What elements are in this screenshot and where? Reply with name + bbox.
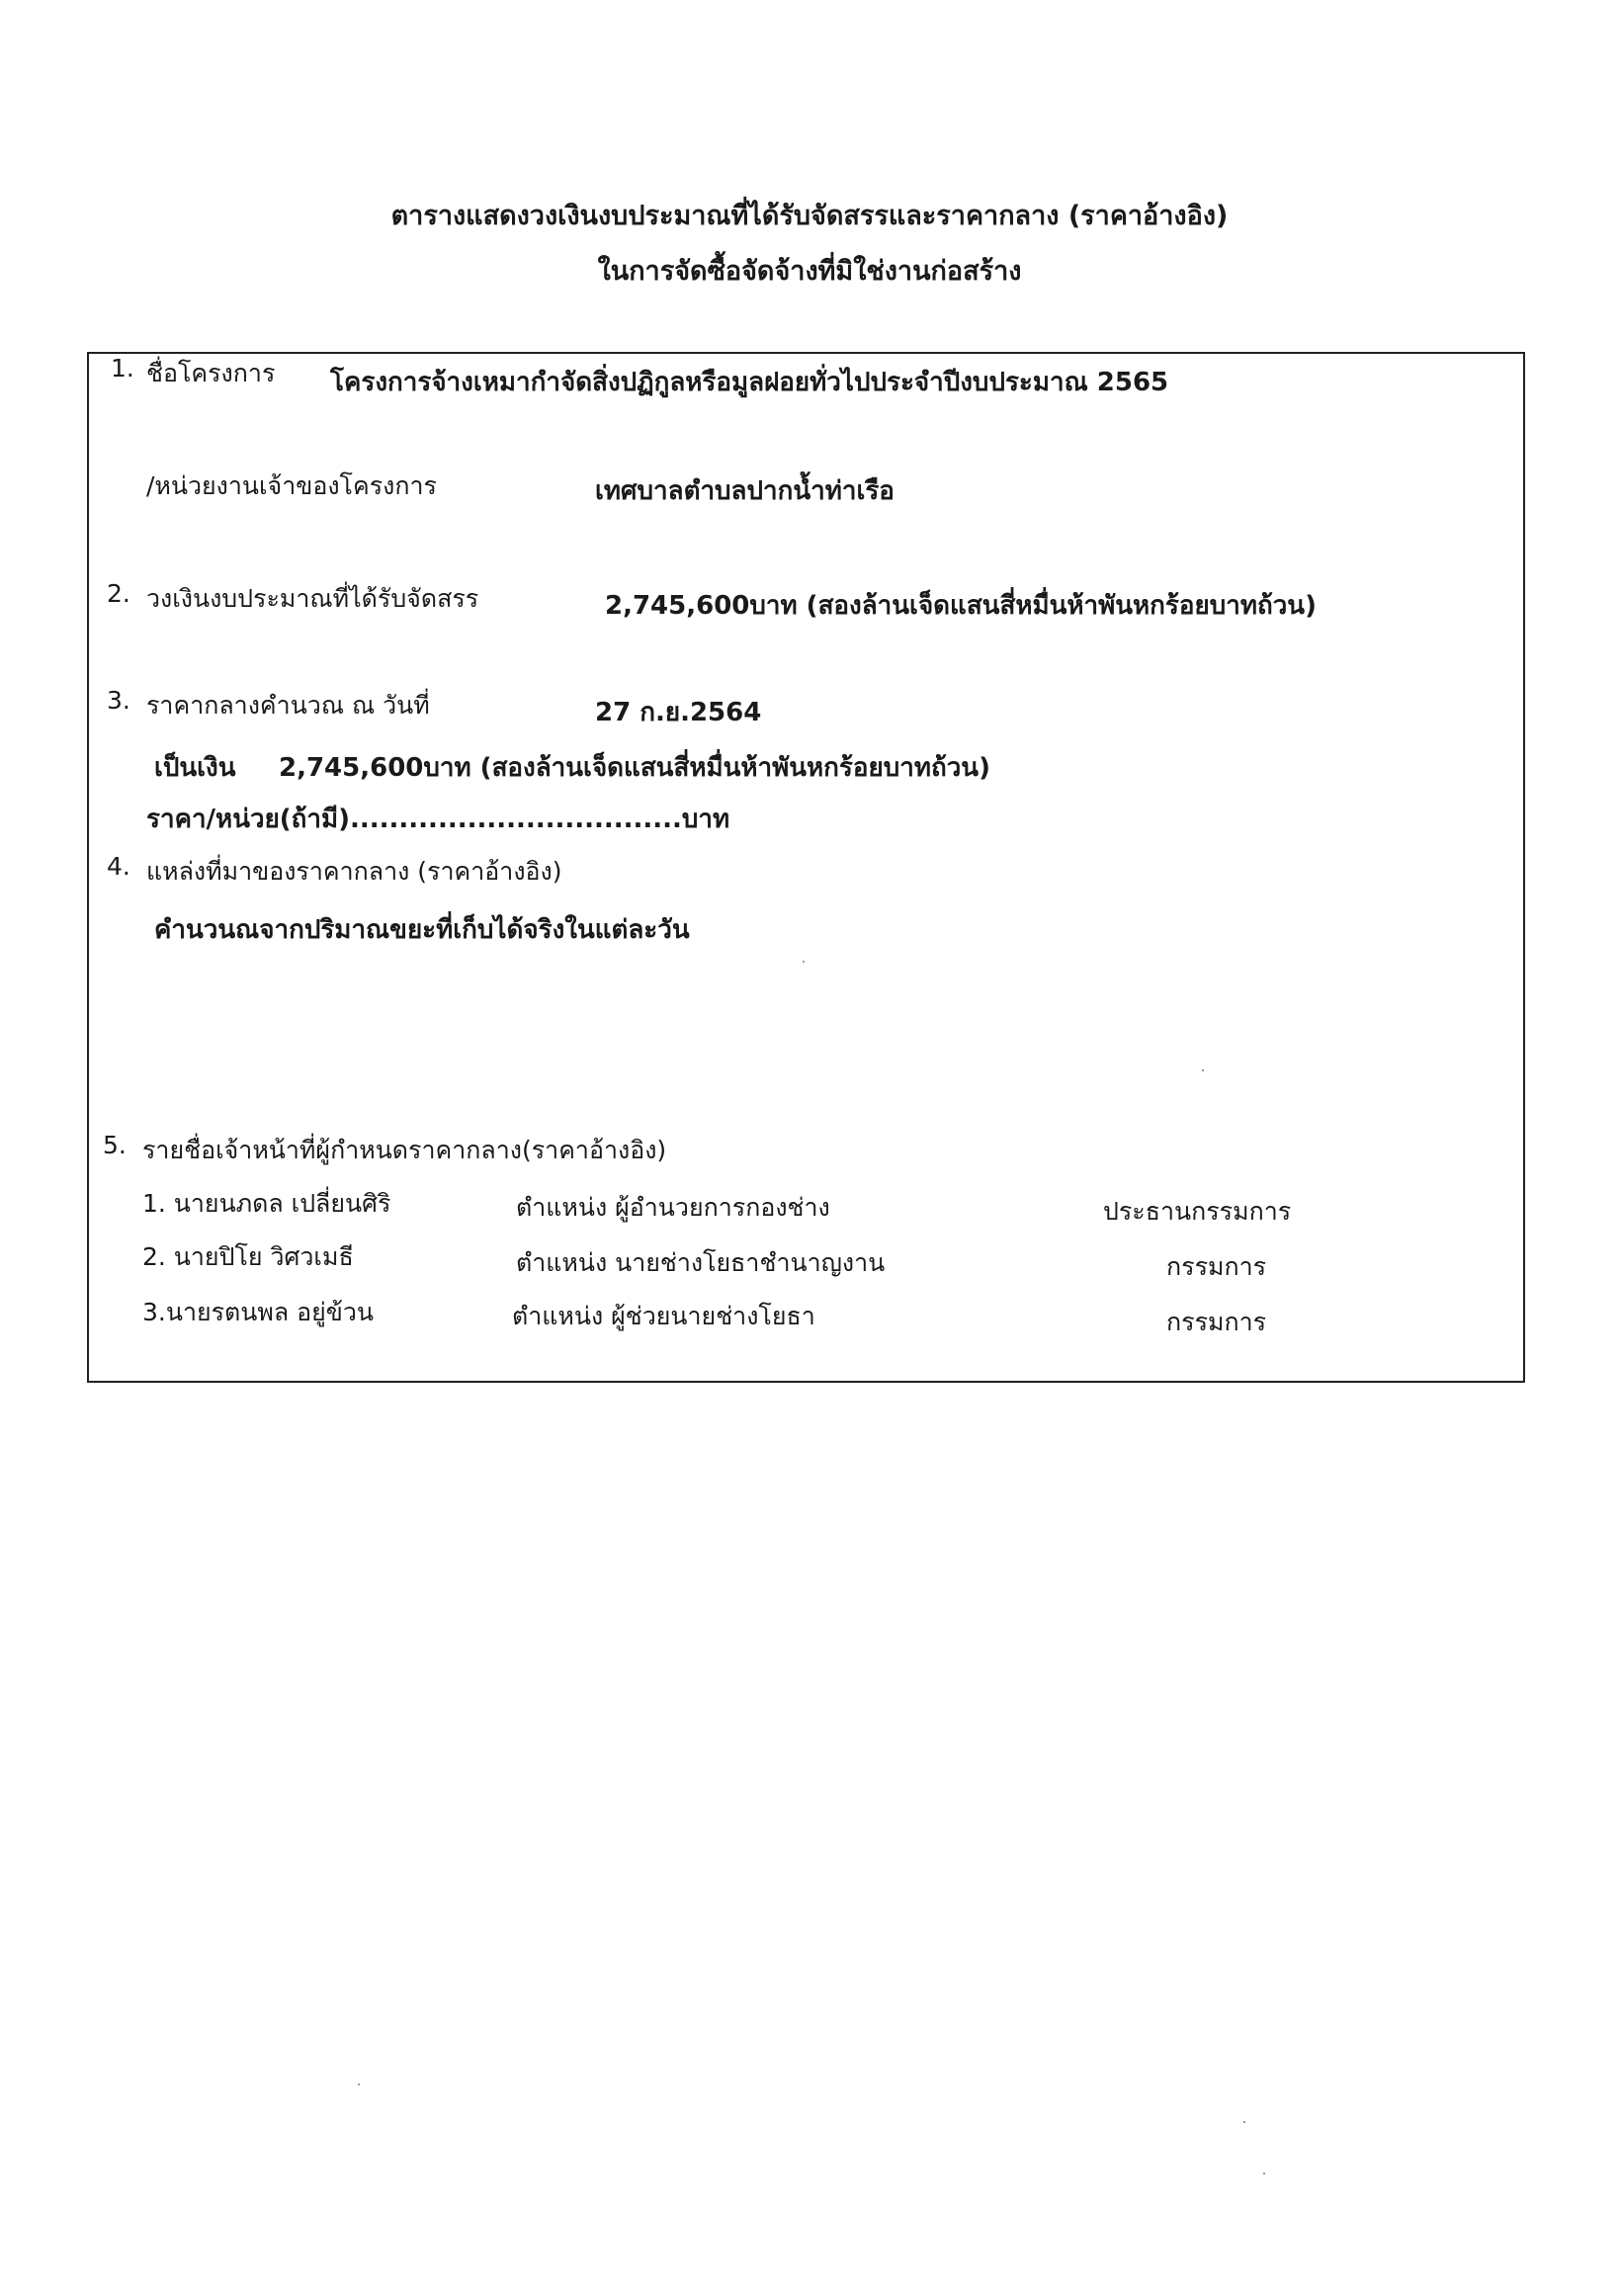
official-name: 2. นายปิโย วิศวเมธี: [142, 1242, 354, 1271]
official-position: ตำแหน่ง นายช่างโยธาชำนาญงาน: [516, 1248, 886, 1277]
official-role: กรรมการ: [1166, 1308, 1267, 1336]
item5-number: 5.: [103, 1131, 127, 1159]
item2-label: วงเงินงบประมาณที่ได้รับจัดสรร: [146, 584, 479, 613]
official-role: กรรมการ: [1166, 1252, 1267, 1281]
item1-project-name: โครงการจ้างเหมากำจัดสิ่งปฏิกูลหรือมูลฝอยทั่วไปประจำปีงบประมาณ 2565: [330, 368, 1169, 397]
item1-agency-label: /หน่วยงานเจ้าของโครงการ: [146, 471, 437, 500]
item3-label: ราคากลางคำนวณ ณ วันที่: [146, 691, 430, 720]
document-title-line1: ตารางแสดงวงเงินงบประมาณที่ได้รับจัดสรรและราคากลาง (ราคาอ้างอิง): [390, 201, 1229, 231]
item4-source-value: คำนวนณจากปริมาณขยะที่เก็บได้จริงในแต่ละวัน: [154, 915, 690, 945]
scan-speck: [1202, 1069, 1204, 1071]
item3-date: 27 ก.ย.2564: [595, 698, 762, 727]
item3-unit-price: ราคา/หน่วย(ถ้ามี)..................................บาท: [146, 805, 730, 834]
official-name: 1. นายนภดล เปลี่ยนศิริ: [142, 1189, 391, 1218]
item3-amount-label: เป็นเงิน: [154, 753, 236, 783]
scan-speck: [358, 2083, 360, 2085]
item5-label: รายชื่อเจ้าหน้าที่ผู้กำหนดราคากลาง(ราคาอ้างอิง): [142, 1136, 667, 1164]
item4-number: 4.: [107, 852, 130, 881]
document-title-line2: ในการจัดซื้อจัดจ้างที่มิใช่งานก่อสร้าง: [597, 256, 1022, 287]
official-position: ตำแหน่ง ผู้ช่วยนายช่างโยธา: [512, 1302, 815, 1330]
item1-agency-value: เทศบาลตำบลปากน้ำท่าเรือ: [595, 476, 895, 506]
official-name: 3.นายรตนพล อยู่ข้วน: [142, 1298, 375, 1326]
item2-budget-value: 2,745,600บาท (สองล้านเจ็ดแสนสี่หมื่นห้าพันหกร้อยบาทถ้วน): [605, 591, 1317, 621]
official-position: ตำแหน่ง ผู้อำนวยการกองช่าง: [516, 1193, 830, 1222]
official-role: ประธานกรรมการ: [1103, 1197, 1292, 1226]
item1-number: 1.: [111, 354, 134, 383]
item3-amount-value: 2,745,600บาท (สองล้านเจ็ดแสนสี่หมื่นห้าพันหกร้อยบาทถ้วน): [279, 753, 990, 783]
item1-label: ชื่อโครงการ: [146, 359, 276, 387]
item4-label: แหล่งที่มาของราคากลาง (ราคาอ้างอิง): [146, 857, 562, 886]
scan-speck: [803, 961, 805, 963]
scan-speck: [1263, 2172, 1265, 2174]
scan-speck: [1243, 2121, 1245, 2123]
item2-number: 2.: [107, 579, 130, 608]
item3-number: 3.: [107, 686, 130, 715]
